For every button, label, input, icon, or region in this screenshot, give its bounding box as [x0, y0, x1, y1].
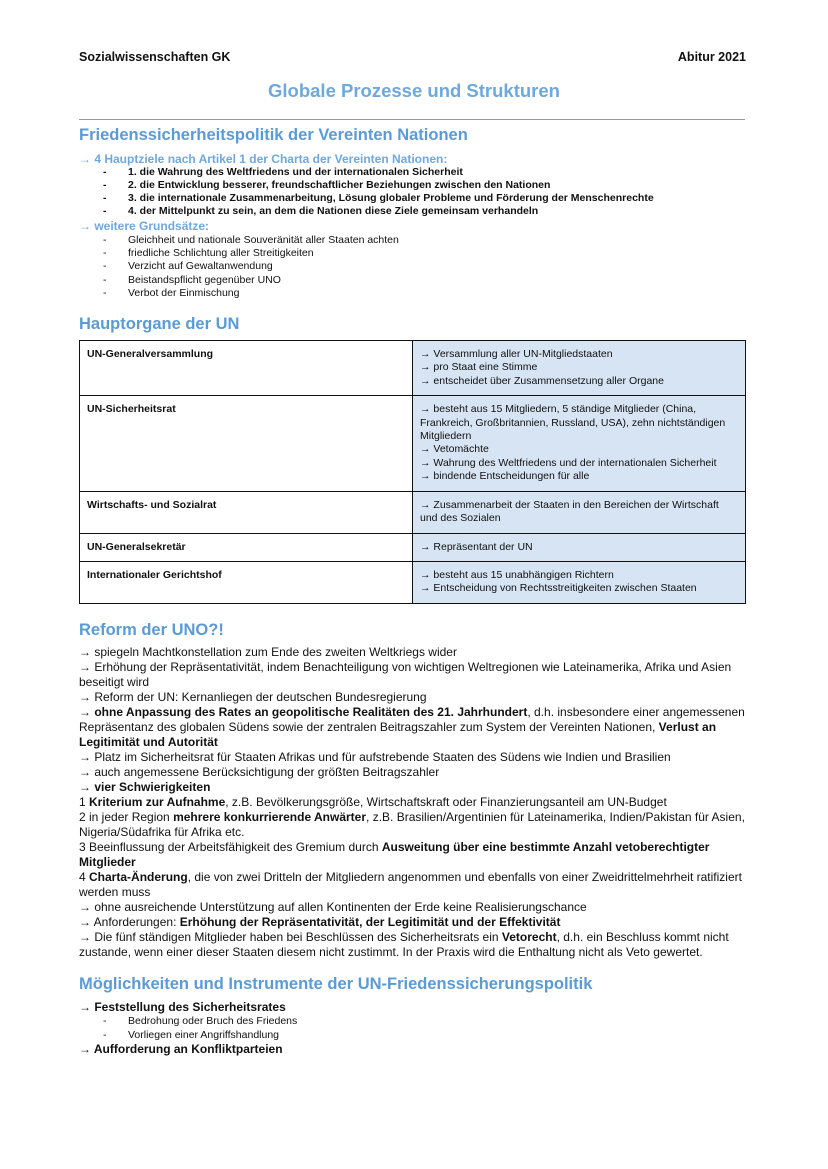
page-title: Globale Prozesse und Strukturen: [268, 80, 560, 101]
reform-paragraphs: [79, 645, 747, 960]
organ-detail-line: → Entscheidung von Rechtsstreitigkeiten zwischen Staaten: [420, 582, 697, 595]
principle-item: Gleichheit und nationale Souveränität aller Staaten achten: [128, 234, 399, 246]
organ-detail-line: → bindende Entscheidungen für alle: [420, 470, 590, 483]
organ-detail-line: → Vetomächte: [420, 443, 489, 456]
principle-item: Beistandspflicht gegenüber UNO: [128, 274, 281, 286]
organ-detail-line: → besteht aus 15 Mitgliedern, 5 ständige Mitglieder (China, Frankreich, Großbritannien, Russland, USA), zehn nichtständigen Mitgliedern: [420, 403, 726, 443]
difficulty-item: 4 Charta-Änderung, die von zwei Dritteln der Mitgliedern angenommen und ebenfalls von einer Zweidrittelmehrheit ratifiziert werden muss: [79, 870, 742, 899]
reform-line: → ohne Anpassung des Rates an geopolitische Realitäten des 21. Jahrhundert, d.h. insbesondere einer angemessenen Repräsentanz des globalen Südens sowie der zentralen Beitragszahler zum System der Vereinten Nationen, Verlust an Legitimität und Autorität: [79, 705, 745, 749]
section-heading-reform: Reform der UNO?!: [79, 621, 224, 639]
organ-name: Wirtschafts- und Sozialrat: [80, 491, 413, 533]
reform-line: → Platz im Sicherheitsrat für Staaten Afrikas und für aufstrebende Staaten des Südens wie Indien und Brasilien: [79, 750, 671, 764]
table-row: [80, 562, 746, 604]
bullet-dash: -: [103, 166, 107, 178]
reform-line: → auch angemessene Berücksichtigung der größten Beitragszahler: [79, 765, 440, 779]
principles-intro: → weitere Grundsätze:: [79, 219, 210, 233]
organ-detail-line: → Versammlung aller UN-Mitgliedstaaten: [420, 348, 613, 360]
bullet-dash: -: [103, 274, 107, 286]
reform-line: → spiegeln Machtkonstellation zum Ende des zweiten Weltkriegs wider: [79, 645, 457, 659]
goal-item: 4. der Mittelpunkt zu sein, an dem die Nationen diese Ziele gemeinsam verhandeln: [128, 205, 539, 217]
principle-item: friedliche Schlichtung aller Streitigkeiten: [128, 247, 314, 259]
organ-details: [413, 533, 746, 561]
instrument-subitem: Vorliegen einer Angriffshandlung: [128, 1029, 280, 1041]
organ-name: Internationaler Gerichtshof: [80, 562, 413, 604]
bullet-dash: -: [103, 234, 107, 246]
organ-name: UN-Generalsekretär: [80, 533, 413, 561]
principle-item: Verzicht auf Gewaltanwendung: [128, 260, 273, 272]
reform-line: → Die fünf ständigen Mitglieder haben bei Beschlüssen des Sicherheitsrats ein Vetorecht, d.h. ein Beschluss kommt nicht zustande, wenn einer dieser Staaten diesem nicht zustimmt. In der Praxis wird die Enthaltung nicht als Veto gewertet.: [79, 930, 729, 959]
organ-name: UN-Generalversammlung: [80, 341, 413, 396]
reform-line: → ohne ausreichende Unterstützung auf allen Kontinenten der Erde keine Realisierungschance: [79, 900, 587, 914]
table-row: [80, 396, 746, 491]
organ-name: UN-Sicherheitsrat: [80, 396, 413, 491]
bullet-dash: -: [103, 247, 107, 259]
difficulty-item: 2 in jeder Region mehrere konkurrierende Anwärter, z.B. Brasilien/Argentinien für Lateinamerika, Indien/Pakistan für Asien, Nigeria/Südafrika für Afrika etc.: [79, 810, 745, 839]
organ-details: [413, 341, 746, 396]
organ-detail-line: → Wahrung des Weltfriedens und der internationalen Sicherheit: [420, 456, 717, 469]
section-heading-hauptorgane: Hauptorgane der UN: [79, 315, 240, 333]
bullet-dash: -: [103, 205, 107, 217]
organ-detail-line: → pro Staat eine Stimme: [420, 361, 538, 374]
title-divider: [79, 119, 745, 120]
table-row: [80, 341, 746, 396]
reform-line: → vier Schwierigkeiten: [79, 780, 211, 794]
table-row: [80, 533, 746, 561]
bullet-dash: -: [103, 192, 107, 204]
organ-details: [413, 562, 746, 604]
goals-intro: → 4 Hauptziele nach Artikel 1 der Charta der Vereinten Nationen:: [79, 152, 448, 166]
reform-line: → Reform der UN: Kernanliegen der deutschen Bundesregierung: [79, 690, 427, 704]
instrument-subitem: Bedrohung oder Bruch des Friedens: [128, 1015, 298, 1027]
section-heading-instrumente: Möglichkeiten und Instrumente der UN-Friedenssicherungspolitik: [79, 975, 593, 993]
organ-detail-line: → Repräsentant der UN: [420, 540, 533, 553]
instrument-item: → Feststellung des Sicherheitsrates: [79, 1000, 286, 1014]
organ-detail-line: → Zusammenarbeit der Staaten in den Bereichen der Wirtschaft und des Sozialen: [420, 498, 719, 525]
reform-line: → Anforderungen: Erhöhung der Repräsentativität, der Legitimität und der Effektivität: [79, 915, 561, 929]
organs-table: [79, 340, 746, 604]
bullet-dash: -: [103, 287, 107, 299]
bullet-dash: -: [103, 179, 107, 191]
organ-details: [413, 491, 746, 533]
section-heading-friedenssicherheit: Friedenssicherheitspolitik der Vereinten Nationen: [79, 126, 468, 144]
bullet-dash: -: [103, 260, 107, 272]
header-exam: Abitur 2021: [677, 50, 746, 64]
organ-detail-line: → entscheidet über Zusammensetzung aller Organe: [420, 374, 664, 387]
table-row: [80, 491, 746, 533]
header-subject: Sozialwissenschaften GK: [79, 50, 231, 64]
difficulty-item: 3 Beeinflussung der Arbeitsfähigkeit des Gremium durch Ausweitung über eine bestimmte Anzahl vetoberechtigter Mitglieder: [79, 840, 710, 869]
organ-details: [413, 396, 746, 491]
difficulty-item: 1 Kriterium zur Aufnahme, z.B. Bevölkerungsgröße, Wirtschaftskraft oder Finanzierungsanteil am UN-Budget: [79, 795, 667, 809]
instrument-item: → Aufforderung an Konfliktparteien: [79, 1042, 283, 1056]
bullet-dash: -: [103, 1015, 107, 1027]
bullet-dash: -: [103, 1029, 107, 1041]
goal-item: 3. die internationale Zusammenarbeitung, Lösung globaler Probleme und Förderung der Menschenrechte: [128, 192, 654, 204]
goal-item: 2. die Entwicklung besserer, freundschaftlicher Beziehungen zwischen den Nationen: [128, 179, 551, 191]
reform-line: → Erhöhung der Repräsentativität, indem Benachteiligung von wichtigen Weltregionen wie Lateinamerika, Afrika und Asien beseitigt wird: [79, 660, 732, 689]
organ-detail-line: → besteht aus 15 unabhängigen Richtern: [420, 569, 614, 582]
principle-item: Verbot der Einmischung: [128, 287, 240, 299]
goal-item: 1. die Wahrung des Weltfriedens und der internationalen Sicherheit: [128, 166, 463, 178]
